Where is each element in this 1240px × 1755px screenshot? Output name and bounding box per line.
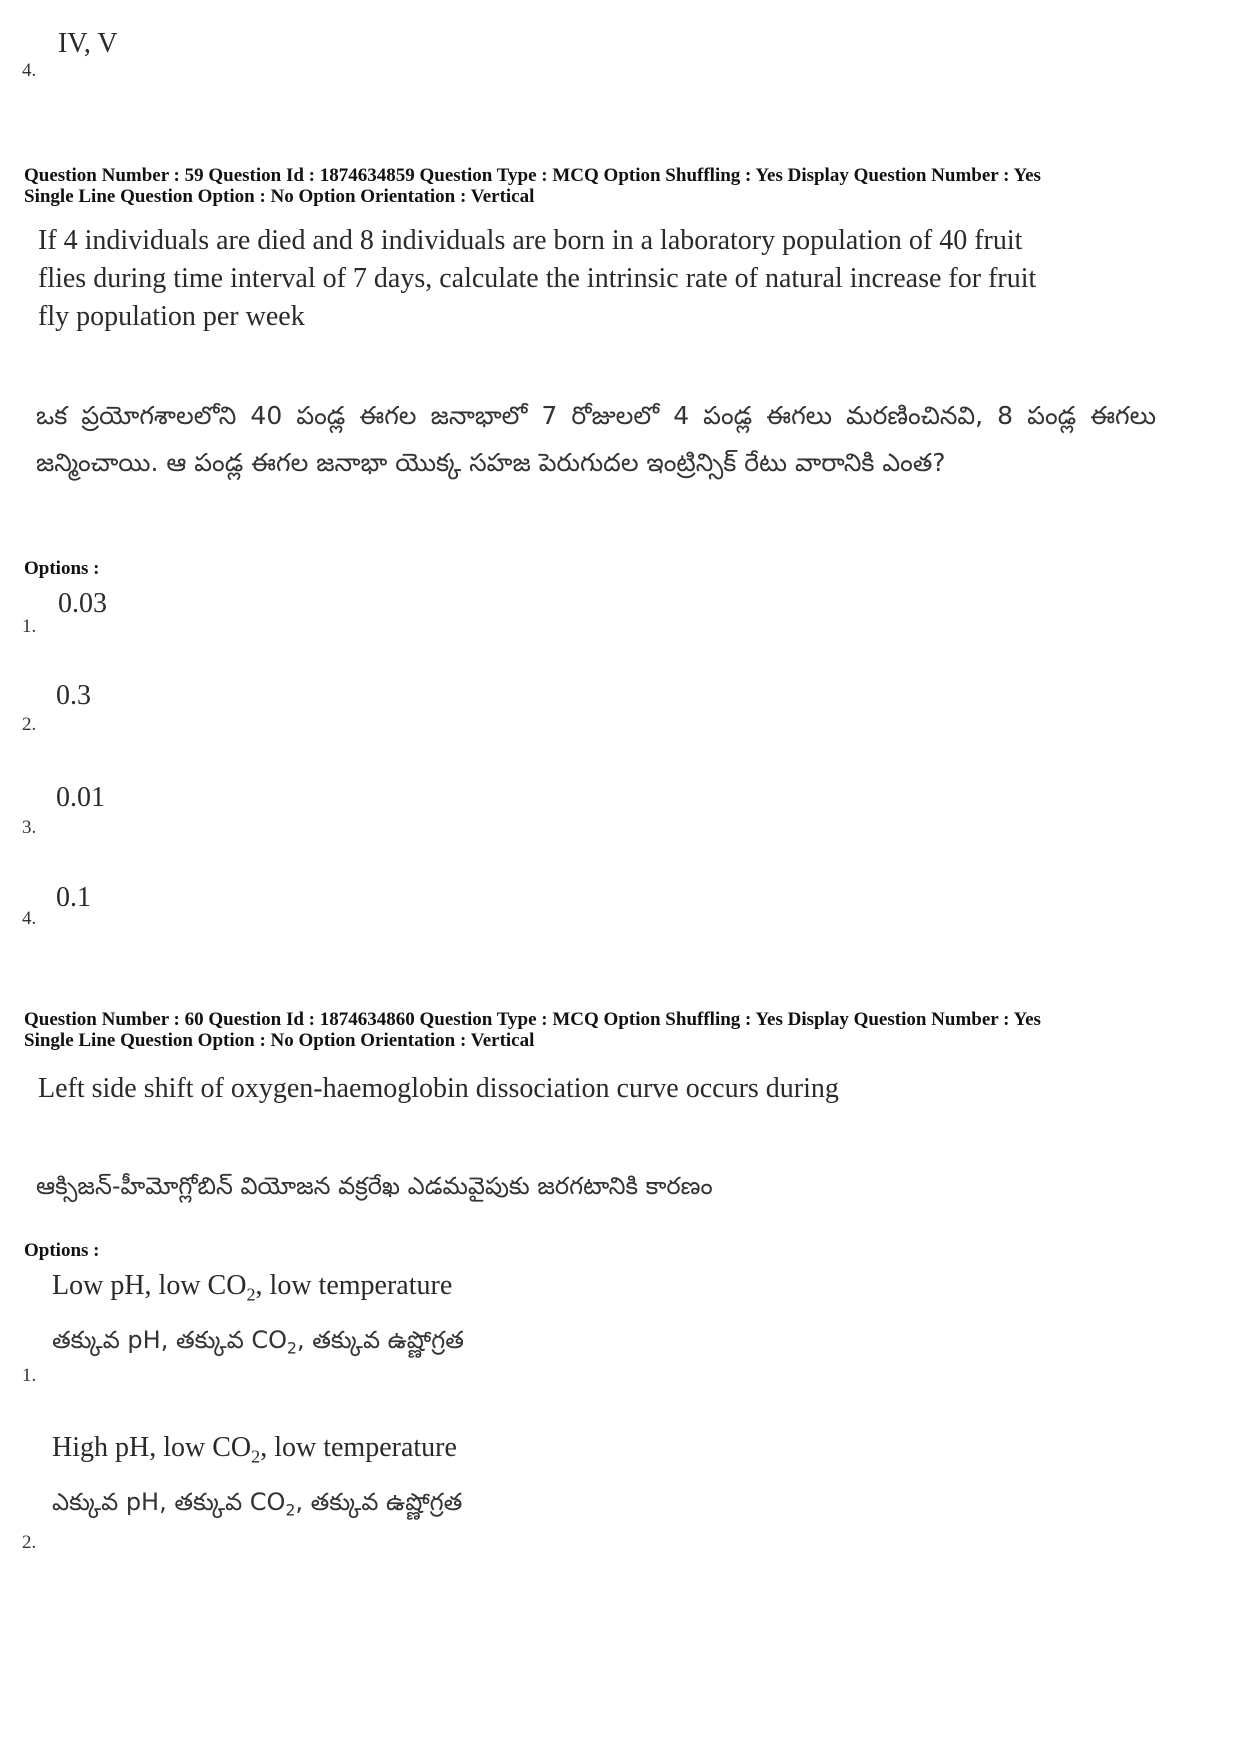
q59-stem-line-1: If 4 individuals are died and 8 individuals are born in a laboratory population of 40 fruit: [38, 225, 1023, 256]
q59-stem-line-3: fly population per week: [38, 301, 305, 332]
q60-option-2-en-sub: 2: [251, 1446, 261, 1467]
q60-option-1-english: [52, 1270, 453, 1305]
q59-option-2-number: 2.: [22, 714, 37, 735]
prev-option-4-text: IV, V: [58, 28, 118, 59]
q60-meta-line-2: Single Line Question Option : No Option Orientation : Vertical: [24, 1030, 535, 1051]
q60-option-2-te-sub: 2: [285, 1501, 296, 1520]
q59-option-4-text: 0.1: [56, 882, 91, 913]
q60-option-2-number: 2.: [22, 1532, 37, 1553]
q60-option-2-te-after: , తక్కువ ఉష్ణోగ్రత: [295, 1488, 463, 1516]
q59-option-3-text: 0.01: [56, 782, 105, 813]
q59-option-3-number: 3.: [22, 817, 37, 838]
q59-option-1-text: 0.03: [58, 588, 107, 619]
q60-option-2-english: [52, 1432, 457, 1467]
q59-option-2-text: 0.3: [56, 680, 91, 711]
q59-meta-line-2: Single Line Question Option : No Option Orientation : Vertical: [24, 186, 535, 207]
q60-option-1-te-after: , తక్కువ ఉష్ణోగ్రత: [296, 1326, 464, 1354]
q60-options-label: Options :: [24, 1240, 100, 1261]
q59-meta-line-1: Question Number : 59 Question Id : 1874634859 Question Type : MCQ Option Shuffling : Yes Display Question Number : Yes: [24, 165, 1041, 186]
q59-option-1-number: 1.: [22, 616, 37, 637]
q60-option-1-telugu: [52, 1326, 464, 1360]
q59-stem-telugu: ఒక ప్రయోగశాలలోని 40 పండ్ల ఈగల జనాభాలో 7 రోజులలో 4 పండ్ల ఈగలు మరణించినవి, 8 పండ్ల ఈగలు జన్మించాయి. ఆ పండ్ల ఈగల జనాభా యొక్క సహజ పెరుగుదల ఇంట్రిన్సిక్ రేటు వారానికి ఎంత?: [36, 401, 1156, 477]
prev-option-4-number: 4.: [22, 60, 37, 81]
q60-option-1-number: 1.: [22, 1365, 37, 1386]
q60-stem-telugu: ఆక్సిజన్-హీమోగ్లోబిన్ వియోజన వక్రరేఖ ఎడమవైపుకు జరగటానికి కారణం: [36, 1172, 713, 1200]
q60-meta-line-1: Question Number : 60 Question Id : 1874634860 Question Type : MCQ Option Shuffling : Yes Display Question Number : Yes: [24, 1009, 1041, 1030]
q60-option-1-en-before: Low pH, low CO: [52, 1270, 247, 1301]
q60-option-1-en-after: , low temperature: [255, 1270, 453, 1301]
q60-option-1-en-sub: 2: [246, 1284, 256, 1305]
q60-option-1-te-before: తక్కువ pH, తక్కువ CO: [52, 1326, 288, 1354]
q60-option-2-te-before: ఎక్కువ pH, తక్కువ CO: [52, 1488, 286, 1516]
q59-options-label: Options :: [24, 558, 100, 579]
q60-stem: Left side shift of oxygen-haemoglobin dissociation curve occurs during: [38, 1073, 839, 1104]
q60-option-2-en-after: , low temperature: [260, 1432, 457, 1463]
q60-option-2-telugu: [52, 1488, 462, 1522]
q59-stem-line-2: flies during time interval of 7 days, calculate the intrinsic rate of natural increase for fruit: [38, 263, 1037, 294]
q60-option-1-te-sub: 2: [287, 1339, 297, 1358]
q60-option-2-en-before: High pH, low CO: [52, 1432, 252, 1463]
q59-option-4-number: 4.: [22, 908, 37, 929]
